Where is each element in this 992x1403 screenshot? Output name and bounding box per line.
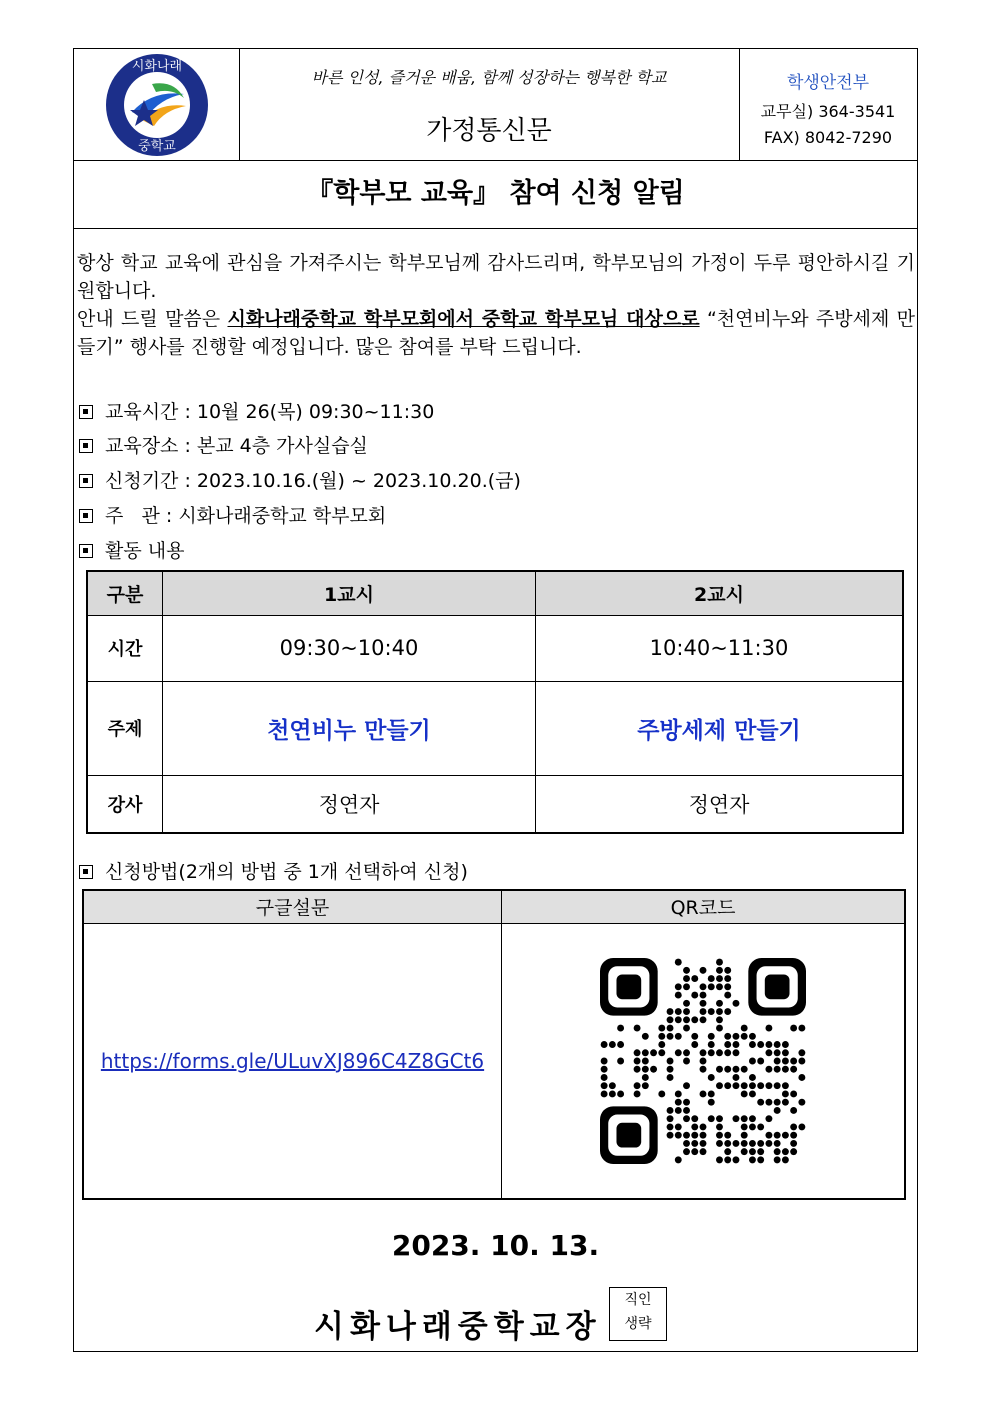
school-motto: 바른 인성, 즐거운 배움, 함께 성장하는 행복한 학교	[311, 68, 667, 87]
detail-place: 교육장소 : 본교 4층 가사실습실	[79, 431, 368, 458]
qr-code-icon[interactable]	[600, 958, 806, 1164]
period2-header: 2교시	[536, 571, 904, 615]
qr-cell	[502, 923, 906, 1199]
newsletter-title: 가정통신문	[426, 116, 552, 146]
lecturer-2: 정연자	[536, 775, 904, 833]
intro-paragraph-2	[77, 305, 915, 361]
detail-label: 주 관	[105, 505, 160, 527]
bullet-icon	[79, 405, 93, 419]
detail-label: 교육시간	[105, 401, 179, 423]
detail-value: 2023.10.16.(월) ~ 2023.10.20.(금)	[196, 470, 521, 492]
bullet-icon	[79, 544, 93, 558]
newsletter-page	[73, 48, 918, 1352]
bullet-icon	[79, 509, 93, 523]
google-form-header: 구글설문	[83, 890, 502, 923]
seal-line-2: 생략	[624, 1316, 652, 1332]
bullet-icon	[79, 439, 93, 453]
detail-value: 본교 4층 가사실습실	[196, 435, 368, 457]
detail-value: 10월 26(목) 09:30~11:30	[196, 401, 435, 423]
google-form-cell	[83, 923, 502, 1199]
detail-label: 신청기간	[105, 470, 179, 492]
seal-box	[609, 1287, 667, 1341]
fax-number: FAX) 8042-7290	[763, 128, 893, 147]
logo-text-bottom: 중학교	[138, 139, 176, 154]
logo-text-top: 시화나래	[131, 59, 183, 74]
school-logo-icon	[102, 50, 212, 160]
table-row	[87, 681, 903, 775]
table-row	[87, 615, 903, 681]
table-row	[87, 571, 903, 615]
table-row	[87, 775, 903, 833]
intro-paragraph-1: 항상 학교 교육에 관심을 가져주시는 학부모님께 감사드리며, 학부모님의 가정이 두루 평안하시길 기원합니다.	[77, 252, 915, 302]
detail-period: 신청기간 : 2023.10.16.(월) ~ 2023.10.20.(금)	[79, 466, 521, 493]
table-row	[83, 923, 905, 1199]
header-contact	[739, 49, 917, 160]
department: 학생안전부	[786, 73, 870, 93]
period1-header: 1교시	[163, 571, 536, 615]
topic-2: 주방세제 만들기	[536, 681, 904, 775]
seal-line-1: 직인	[624, 1292, 652, 1308]
bullet-icon	[79, 474, 93, 488]
principal-signature: 시화나래중학교장	[314, 1309, 602, 1345]
detail-value: 시화나래중학교 학부모회	[178, 505, 387, 527]
application-heading-text: 신청방법(2개의 방법 중 1개 선택하여 신청)	[105, 861, 468, 883]
lecturer-1: 정연자	[163, 775, 536, 833]
activity-heading	[79, 536, 184, 563]
topic-1: 천연비누 만들기	[163, 681, 536, 775]
qr-header: QR코드	[502, 890, 906, 923]
school-logo-cell	[74, 49, 240, 160]
header-center	[239, 49, 740, 160]
document-title: 『학부모 교육』 참여 신청 알림	[74, 160, 917, 229]
intro-emphasis: 시화나래중학교 학부모회에서 중학교 학부모님 대상으로	[227, 308, 700, 330]
col-label-header: 구분	[87, 571, 163, 615]
bullet-icon	[79, 865, 93, 879]
time-label: 시간	[87, 615, 163, 681]
application-table	[82, 889, 906, 1200]
intro-p2-post: “천연비누와 주방세제 만들기” 행사를 진행할 예정입니다. 많은 참여를 부탁 드립니다.	[77, 308, 915, 358]
table-row	[83, 890, 905, 923]
header	[74, 49, 917, 161]
detail-label: 교육장소	[105, 435, 179, 457]
topic-label: 주제	[87, 681, 163, 775]
activity-table	[86, 570, 904, 834]
time-1: 09:30~10:40	[163, 615, 536, 681]
detail-host: 주 관 : 시화나래중학교 학부모회	[79, 501, 386, 528]
lecturer-label: 강사	[87, 775, 163, 833]
intro-text	[77, 249, 915, 361]
intro-p2-pre: 안내 드릴 말씀은	[77, 308, 228, 330]
detail-time: 교육시간 : 10월 26(목) 09:30~11:30	[79, 397, 434, 424]
activity-heading-text: 활동 내용	[105, 540, 185, 562]
office-phone: 교무실) 364-3541	[760, 102, 896, 121]
issue-date: 2023. 10. 13.	[391, 1229, 600, 1262]
google-form-link[interactable]: https://forms.gle/ULuvXJ896C4Z8GCt6	[100, 1048, 485, 1073]
time-2: 10:40~11:30	[536, 615, 904, 681]
application-heading	[79, 857, 468, 884]
